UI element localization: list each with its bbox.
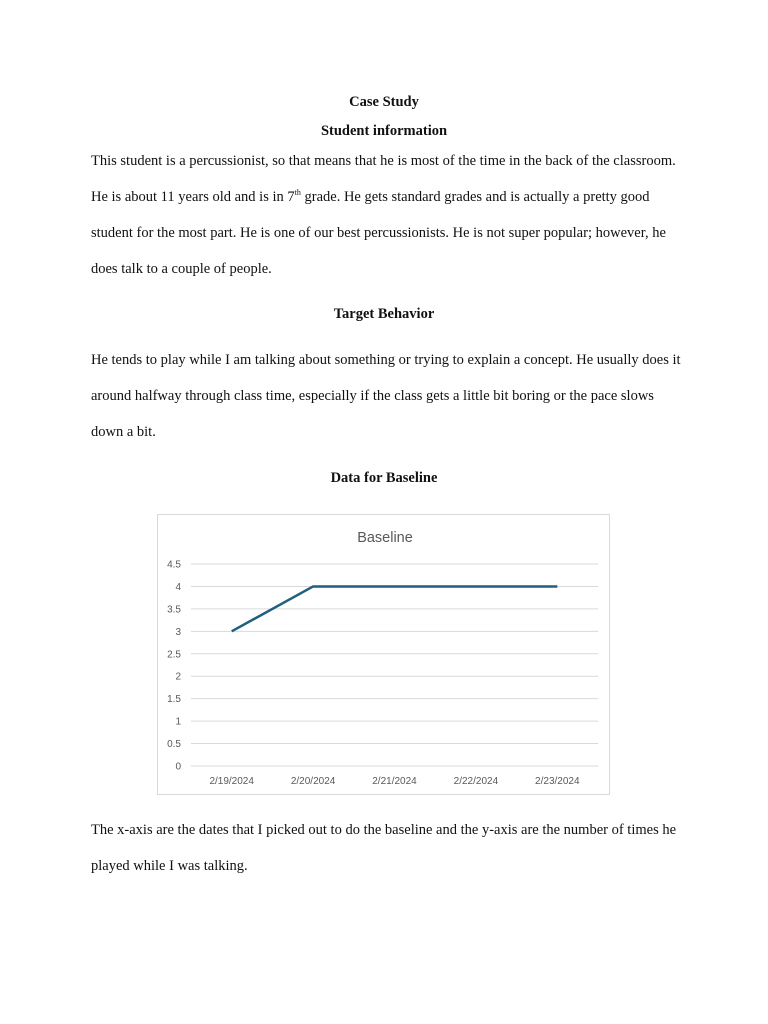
y-tick-label: 0.5	[167, 739, 181, 751]
y-tick-label: 4	[175, 581, 181, 593]
page-title: Case Study	[349, 94, 419, 110]
x-tick-label: 2/21/2024	[372, 776, 417, 787]
y-tick-label: 0	[175, 761, 181, 773]
chart-title: Baseline	[357, 530, 413, 546]
x-tick-label: 2/20/2024	[290, 776, 336, 787]
y-tick-label: 1	[175, 716, 181, 728]
chart-x-ticks	[209, 776, 580, 787]
section-heading-student-information: Student information	[320, 123, 448, 139]
target-behavior-paragraph: He tends to play while I am talking about something or trying to explain a concept. He usually does it around halfway through class time, especially if the class gets a little bit boring or the pace slows down a bit.	[91, 352, 681, 440]
baseline-chart-svg	[158, 515, 611, 796]
y-tick-label: 1.5	[167, 694, 181, 706]
y-tick-label: 3	[175, 626, 181, 638]
y-tick-label: 3.5	[167, 604, 181, 616]
chart-y-ticks	[167, 560, 181, 773]
y-tick-label: 2	[175, 671, 181, 683]
x-tick-label: 2/22/2024	[453, 776, 499, 787]
y-tick-label: 2.5	[167, 649, 181, 661]
section-heading-target-behavior: Target Behavior	[333, 306, 435, 322]
chart-gridlines	[191, 564, 598, 766]
chart-caption-paragraph: The x-axis are the dates that I picked out to do the baseline and the y-axis are the number of times he played while I was talking.	[91, 822, 677, 874]
grade-ordinal-superscript: th	[294, 188, 301, 197]
y-tick-label: 4.5	[167, 559, 181, 571]
x-tick-label: 2/23/2024	[535, 776, 580, 787]
student-information-paragraph	[91, 143, 681, 287]
student-information-text-a: This student is a percussionist, so that means that he is most of the time in the back of the classroom. He is about 11 years old and is in 7	[91, 153, 676, 205]
section-heading-data-for-baseline: Data for Baseline	[330, 470, 438, 486]
baseline-chart	[157, 514, 610, 795]
x-tick-label: 2/19/2024	[209, 776, 254, 787]
student-information-text-b: grade. He gets standard grades and is actually a pretty good student for the most part. He is one of our best percussionists. He is not super popular; however, he does talk to a couple of people.	[91, 189, 666, 277]
